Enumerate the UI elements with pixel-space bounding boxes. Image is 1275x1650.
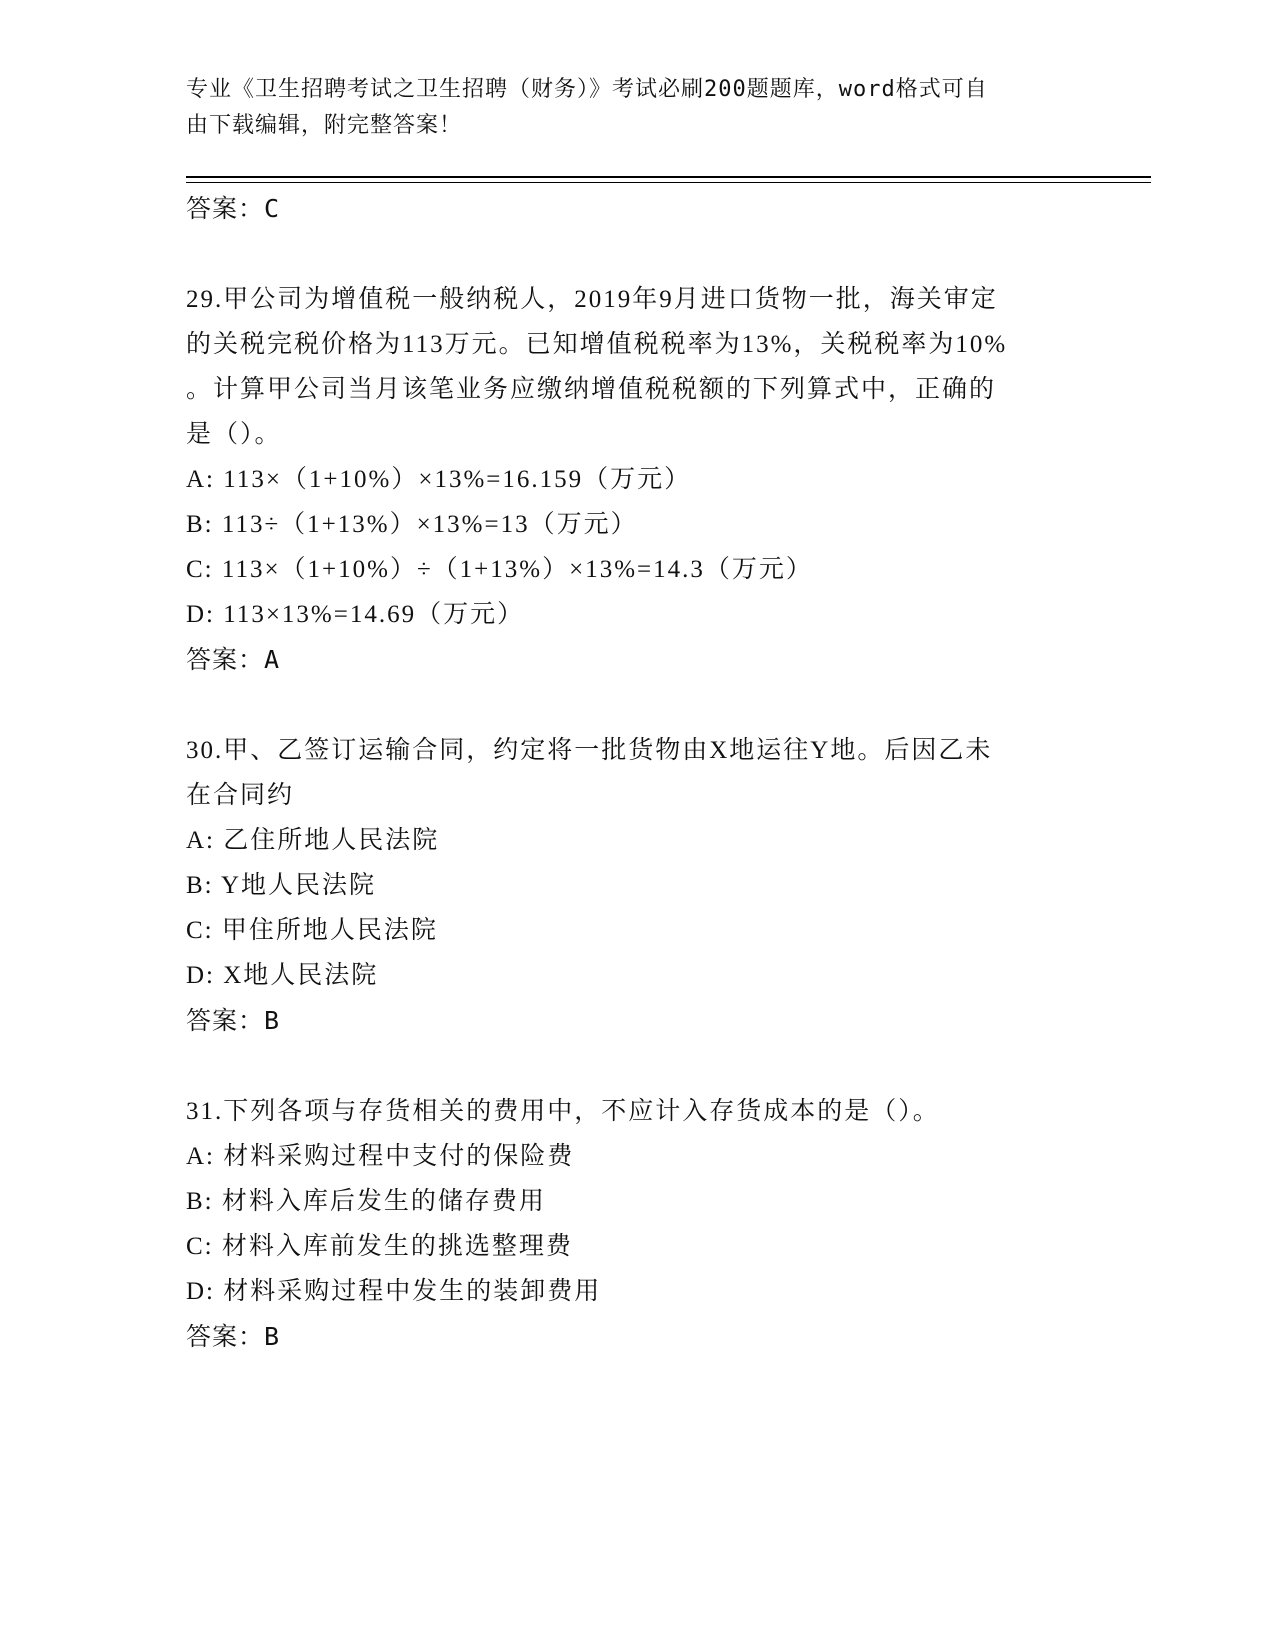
option-c: C: 113×（1+10%）÷（1+13%）×13%=14.3（万元） [186,556,813,583]
option-d: D: X地人民法院 [186,962,379,989]
option-b: B: Y地人民法院 [186,872,376,899]
option-a: A: 乙住所地人民法院 [186,827,440,854]
previous-answer: 答案：C [186,194,281,223]
question-stem-line: 。计算甲公司当月该笔业务应缴纳增值税税额的下列算式中，正确的 [186,376,997,403]
header-divider-thin [186,182,1151,183]
option-d: D: 113×13%=14.69（万元） [186,601,525,628]
spacer [186,232,1086,277]
question-stem-line: 31.下列各项与存货相关的费用中，不应计入存货成本的是（）。 [186,1098,940,1125]
question-block [186,277,1086,683]
question-stem-line: 在合同约 [186,782,295,809]
question-stem-line: 的关税完税价格为113万元。已知增值税税率为13%，关税税率为10% [186,331,1008,358]
option-b: B: 113÷（1+13%）×13%=13（万元） [186,511,638,538]
question-block [186,1089,1086,1360]
option-a: A: 材料采购过程中支付的保险费 [186,1143,575,1170]
answer-line: 答案：B [186,1322,281,1351]
option-d: D: 材料采购过程中发生的装卸费用 [186,1278,602,1305]
header-line-1: 专业《卫生招聘考试之卫生招聘（财务）》考试必刷200题题库，word格式可自 [186,77,988,102]
answer-line: 答案：B [186,1006,281,1035]
question-stem-line: 29.甲公司为增值税一般纳税人，2019年9月进口货物一批，海关审定 [186,286,998,313]
question-block [186,728,1086,1044]
spacer [186,683,1086,728]
question-stem-line: 是（）。 [186,421,282,448]
option-a: A: 113×（1+10%）×13%=16.159（万元） [186,466,692,493]
question-stem-line: 30.甲、乙签订运输合同，约定将一批货物由X地运往Y地。后因乙未 [186,737,993,764]
answer-line: 答案：A [186,645,281,674]
option-b: B: 材料入库后发生的储存费用 [186,1188,546,1215]
page-header [186,72,1066,144]
option-c: C: 材料入库前发生的挑选整理费 [186,1233,573,1260]
spacer [186,1044,1086,1089]
option-c: C: 甲住所地人民法院 [186,917,438,944]
header-divider-thick [186,176,1151,178]
header-line-2: 由下载编辑，附完整答案！ [186,113,463,138]
document-body [186,186,1086,1360]
